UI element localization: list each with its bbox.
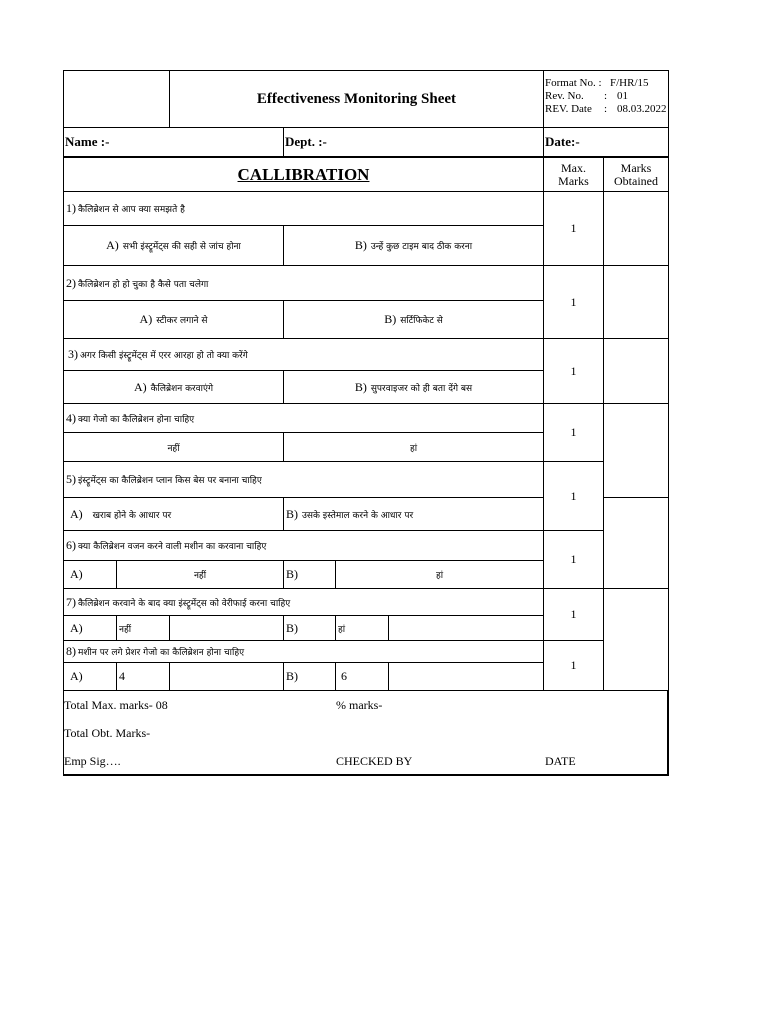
format-no-label: Format No. : bbox=[545, 77, 602, 89]
question-number: 1) bbox=[66, 201, 76, 215]
option-text: नहीं bbox=[193, 571, 207, 581]
question-7-max-marks: 1 bbox=[543, 588, 604, 641]
question-2-option-b bbox=[283, 300, 544, 339]
percent-marks: % marks- bbox=[336, 698, 383, 712]
question-1-option-b bbox=[283, 225, 544, 266]
option-text: नहीं bbox=[119, 624, 132, 635]
question-text: क्या कैलिब्रेशन वजन करने वाली मशीन का करवाना चाहिए bbox=[78, 542, 267, 552]
question-6-option-b bbox=[335, 560, 544, 589]
question-5-marks-obtained bbox=[603, 497, 669, 589]
question-number: 5) bbox=[66, 472, 76, 486]
logo-cell bbox=[63, 70, 170, 128]
option-label: A) bbox=[106, 238, 119, 252]
question-7-blank-b bbox=[388, 615, 544, 641]
question-1-marks-obtained bbox=[603, 191, 669, 266]
question-text: कैलिब्रेशन करवाने के बाद क्या इंस्ट्रूमेंट्स को वेरीफाई करना चाहिए bbox=[78, 598, 291, 609]
option-text: स्टीकर लगाने से bbox=[156, 316, 208, 326]
question-7 bbox=[63, 588, 544, 616]
option-text: सुपरवाइजर को ही बता देंगे बस bbox=[370, 383, 473, 394]
footer-box bbox=[63, 690, 669, 776]
option-label: A) bbox=[70, 506, 83, 521]
question-2-option-a bbox=[63, 300, 284, 339]
date-field: Date:- bbox=[543, 127, 669, 157]
option-text: हां bbox=[338, 624, 346, 635]
question-8-option-b: 6 bbox=[335, 662, 389, 691]
option-label: A) bbox=[133, 379, 147, 394]
question-text: मशीन पर लगे प्रेशर गेजो का कैलिब्रेशन होना चाहिए bbox=[78, 648, 245, 658]
question-8-blank-b bbox=[388, 662, 544, 691]
section-title: CALLIBRATION bbox=[63, 156, 544, 192]
checked-by: CHECKED BY bbox=[336, 754, 413, 768]
dept-field: Dept. :- bbox=[283, 127, 544, 157]
format-no-value: F/HR/15 bbox=[610, 77, 649, 89]
question-number: 3) bbox=[68, 347, 78, 361]
question-3-option-b bbox=[283, 370, 544, 404]
marks-obtained-header: Marks Obtained bbox=[603, 156, 669, 192]
question-8 bbox=[63, 640, 544, 663]
question-1-option-a bbox=[63, 225, 284, 266]
rev-date-label: REV. Date bbox=[545, 103, 592, 115]
question-4-option-b bbox=[283, 432, 544, 462]
question-7-option-a bbox=[116, 615, 170, 641]
rev-no-value: 01 bbox=[617, 90, 628, 102]
question-2-max-marks: 1 bbox=[543, 265, 604, 339]
question-6-option-a bbox=[116, 560, 284, 589]
option-label: B) bbox=[384, 312, 397, 326]
question-6-option-b-label: B) bbox=[283, 560, 336, 589]
question-7-option-b bbox=[335, 615, 389, 641]
question-number: 4) bbox=[66, 410, 76, 425]
question-6-max-marks: 1 bbox=[543, 530, 604, 589]
max-marks-header: Max. Marks bbox=[543, 156, 604, 192]
total-obtained-marks: Total Obt. Marks- bbox=[64, 726, 151, 740]
question-text: क्या गेजो का कैलिब्रेशन होना चाहिए bbox=[78, 414, 195, 425]
question-7-marks-obtained bbox=[603, 588, 669, 691]
employee-signature: Emp Sig…. bbox=[64, 754, 121, 768]
question-number: 2) bbox=[66, 275, 76, 290]
question-number: 7) bbox=[66, 594, 76, 609]
question-4-marks-obtained bbox=[603, 403, 669, 498]
total-max-marks: Total Max. marks- 08 bbox=[64, 698, 168, 712]
option-text: सर्टिफिकेट से bbox=[400, 316, 443, 326]
question-4 bbox=[63, 403, 544, 433]
question-4-max-marks: 1 bbox=[543, 403, 604, 462]
option-text: नहीं bbox=[167, 443, 180, 454]
question-3-option-a bbox=[63, 370, 284, 404]
option-text: सभी इंस्ट्रूमेंट्स की सही से जांच होना bbox=[122, 242, 241, 252]
question-8-option-a-label: A) bbox=[63, 662, 117, 691]
option-text: कैलिब्रेशन करवाएंगे bbox=[150, 383, 214, 394]
question-number: 8) bbox=[66, 644, 76, 658]
question-8-max-marks: 1 bbox=[543, 640, 604, 691]
option-label: A) bbox=[139, 312, 153, 326]
question-text: अगर किसी इंस्ट्रूमेंट्स में एरर आरहा हो तो क्या करेंगे bbox=[80, 351, 248, 361]
question-8-blank-a bbox=[169, 662, 284, 691]
sheet-title: Effectiveness Monitoring Sheet bbox=[256, 90, 457, 107]
question-1 bbox=[63, 191, 544, 226]
question-text: इंस्ट्रूमेंट्स का कैलिब्रेशन प्लान किस बेस पर बनाना चाहिए bbox=[78, 476, 262, 486]
rev-date-separator: : bbox=[604, 103, 608, 115]
option-text: हां bbox=[435, 571, 444, 581]
question-number: 6) bbox=[66, 538, 76, 552]
question-5-option-b bbox=[283, 497, 544, 531]
option-text: उन्हें कुछ टाइम बाद ठीक करना bbox=[370, 242, 473, 252]
question-5-max-marks: 1 bbox=[543, 461, 604, 531]
question-8-option-a: 4 bbox=[116, 662, 170, 691]
question-2 bbox=[63, 265, 544, 301]
question-7-option-a-label: A) bbox=[63, 615, 117, 641]
option-label: B) bbox=[354, 238, 367, 252]
question-8-option-b-label: B) bbox=[283, 662, 336, 691]
rev-no-separator: : bbox=[604, 90, 608, 102]
question-text: कैलिब्रेशन से आप क्या समझते है bbox=[78, 205, 185, 215]
question-4-option-a bbox=[63, 432, 284, 462]
question-7-blank-a bbox=[169, 615, 284, 641]
question-3-marks-obtained bbox=[603, 338, 669, 404]
rev-no-label: Rev. No. bbox=[545, 90, 584, 102]
title-cell bbox=[169, 70, 544, 128]
option-text: खराब होने के आधार पर bbox=[92, 510, 172, 521]
question-5-option-a bbox=[63, 497, 284, 531]
option-text: उसके इस्तेमाल करने के आधार पर bbox=[302, 510, 414, 521]
option-text: हां bbox=[409, 443, 418, 454]
question-3-max-marks: 1 bbox=[543, 338, 604, 404]
question-7-option-b-label: B) bbox=[283, 615, 336, 641]
question-2-marks-obtained bbox=[603, 265, 669, 339]
option-label: B) bbox=[354, 379, 367, 394]
question-5 bbox=[63, 461, 544, 498]
question-6-option-a-label: A) bbox=[63, 560, 117, 589]
question-1-max-marks: 1 bbox=[543, 191, 604, 266]
question-text: कैलिब्रेशन हो हो चुका है कैसे पता चलेगा bbox=[78, 279, 209, 290]
option-label: B) bbox=[286, 506, 298, 521]
rev-date-value: 08.03.2022 bbox=[617, 103, 667, 115]
question-6 bbox=[63, 530, 544, 561]
question-3 bbox=[63, 338, 544, 371]
format-info-cell bbox=[543, 70, 669, 128]
name-field: Name :- bbox=[63, 127, 284, 157]
footer-date: DATE bbox=[545, 754, 576, 768]
